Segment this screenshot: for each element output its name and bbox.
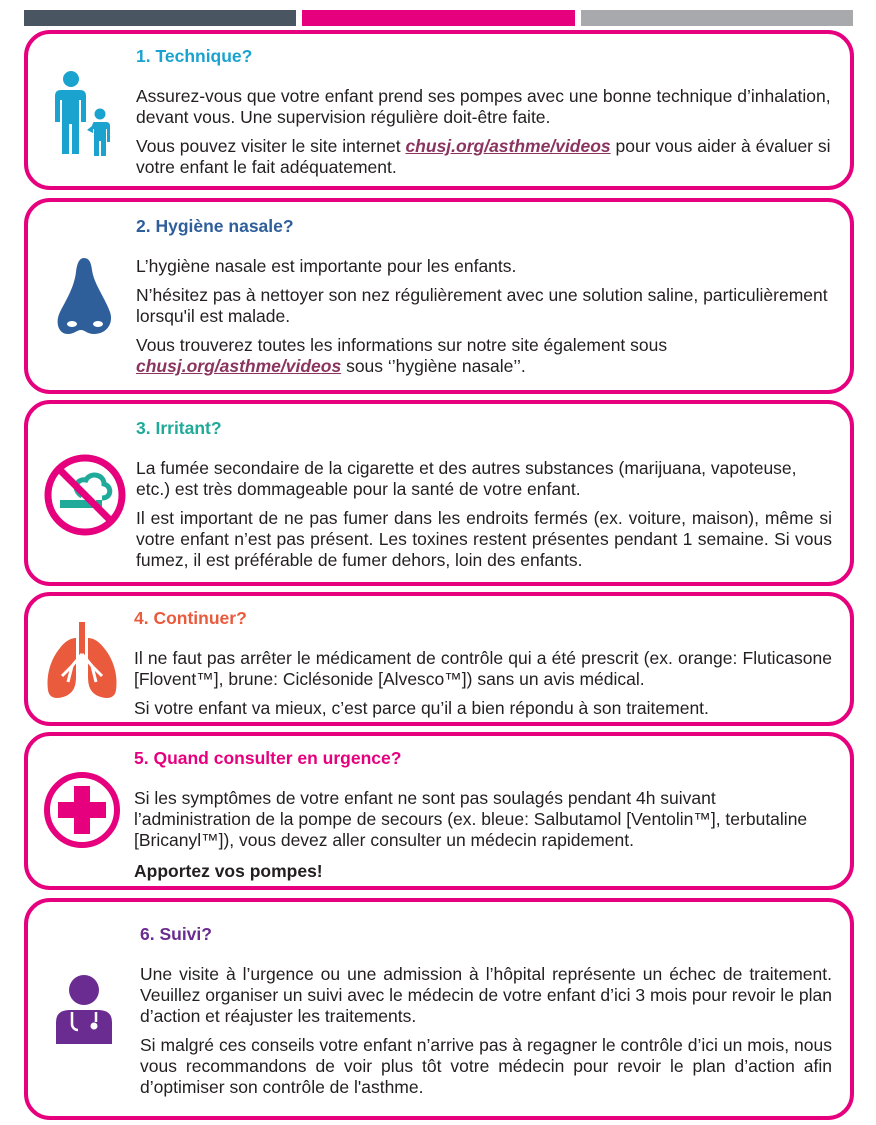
parent-child-icon bbox=[54, 70, 118, 158]
section-title: 5. Quand consulter en urgence? bbox=[134, 748, 402, 768]
section-paragraph: Il est important de ne pas fumer dans les endroits fermés (ex. voiture, maison), même si votre enfant n’est pas présent. Les toxines restent présentes pendant 1 semaine. Si vous fumez, il est préférable de fumer dehors, loin des enfants. bbox=[136, 508, 832, 570]
section-content bbox=[134, 608, 832, 719]
section-paragraph: Vous trouverez toutes les informations sur notre site également sous chusj.org/asthme/videos sous ‘’hygiène nasale’’. bbox=[136, 335, 668, 376]
section-paragraph: Assurez-vous que votre enfant prend ses pompes avec une bonne technique d’inhalation, devant vous. Une supervision régulière doit-être faite. bbox=[136, 86, 831, 127]
section-paragraph: Si les symptômes de votre enfant ne sont pas soulagés pendant 4h suivant l’administration de la pompe de secours (ex. bleue: Salbutamol [Ventolin™], terbutaline [Bricanyl™]), vous devez aller consulter un médecin rapidement. bbox=[134, 788, 808, 850]
header-bar-gray bbox=[581, 10, 853, 26]
section-content bbox=[140, 924, 832, 1098]
section-title: 3. Irritant? bbox=[136, 418, 222, 438]
header-bar-dark bbox=[24, 10, 296, 26]
section-title: 1. Technique? bbox=[136, 46, 253, 66]
section-paragraph: Une visite à l’urgence ou une admission à l’hôpital représente un échec de traitement. Veuillez organiser un suivi avec le médecin de votre enfant d’ici 3 mois pour revoir le plan d’action et réajuster les traitements. bbox=[140, 964, 832, 1026]
section-content bbox=[134, 748, 832, 882]
nose-icon bbox=[54, 256, 116, 338]
section-title: 6. Suivi? bbox=[140, 924, 212, 944]
section-hygiene-nasale bbox=[24, 198, 854, 394]
section-suivi bbox=[24, 898, 854, 1120]
section-irritant bbox=[24, 400, 854, 586]
section-paragraph: L’hygiène nasale est importante pour les enfants. bbox=[136, 256, 517, 276]
header-bar-pink bbox=[302, 10, 575, 26]
doctor-icon bbox=[52, 974, 116, 1046]
section-paragraph: Si votre enfant va mieux, c’est parce qu’il a bien répondu à son traitement. bbox=[134, 698, 709, 718]
section-content bbox=[136, 216, 832, 377]
videos-link[interactable]: chusj.org/asthme/videos bbox=[405, 136, 611, 156]
section-paragraph: Si malgré ces conseils votre enfant n’arrive pas à regagner le contrôle d’ici un mois, nous vous recommandons de voir plus tôt votre médecin pour revoir le plan d’action afin d’optimiser son contrôle de l'asthme. bbox=[140, 1035, 832, 1097]
section-paragraph-emphasis: Apportez vos pompes! bbox=[134, 861, 323, 881]
section-paragraph: Il ne faut pas arrêter le médicament de contrôle qui a été prescrit (ex. orange: Fluticasone [Flovent™], brune: Ciclésonide [Alvesco™]) sans un avis médical. bbox=[134, 648, 832, 689]
section-technique bbox=[24, 30, 854, 190]
section-continuer bbox=[24, 592, 854, 726]
section-paragraph: Vous pouvez visiter le site internet chusj.org/asthme/videos pour vous aider à évaluer si votre enfant le fait adéquatement. bbox=[136, 136, 831, 177]
section-title: 2. Hygiène nasale? bbox=[136, 216, 294, 236]
section-title: 4. Continuer? bbox=[134, 608, 247, 628]
section-content bbox=[136, 46, 832, 178]
section-content bbox=[136, 418, 832, 571]
section-paragraph: N’hésitez pas à nettoyer son nez régulièrement avec une solution saline, particulièrement lorsqu'il est malade. bbox=[136, 285, 828, 326]
lungs-icon bbox=[42, 620, 122, 702]
medical-cross-icon bbox=[42, 770, 122, 850]
no-smoking-icon bbox=[42, 452, 128, 538]
section-urgence bbox=[24, 732, 854, 890]
videos-link[interactable]: chusj.org/asthme/videos bbox=[136, 356, 342, 376]
section-paragraph: La fumée secondaire de la cigarette et des autres substances (marijuana, vapoteuse, etc.) est très dommageable pour la santé de votre enfant. bbox=[136, 458, 797, 499]
